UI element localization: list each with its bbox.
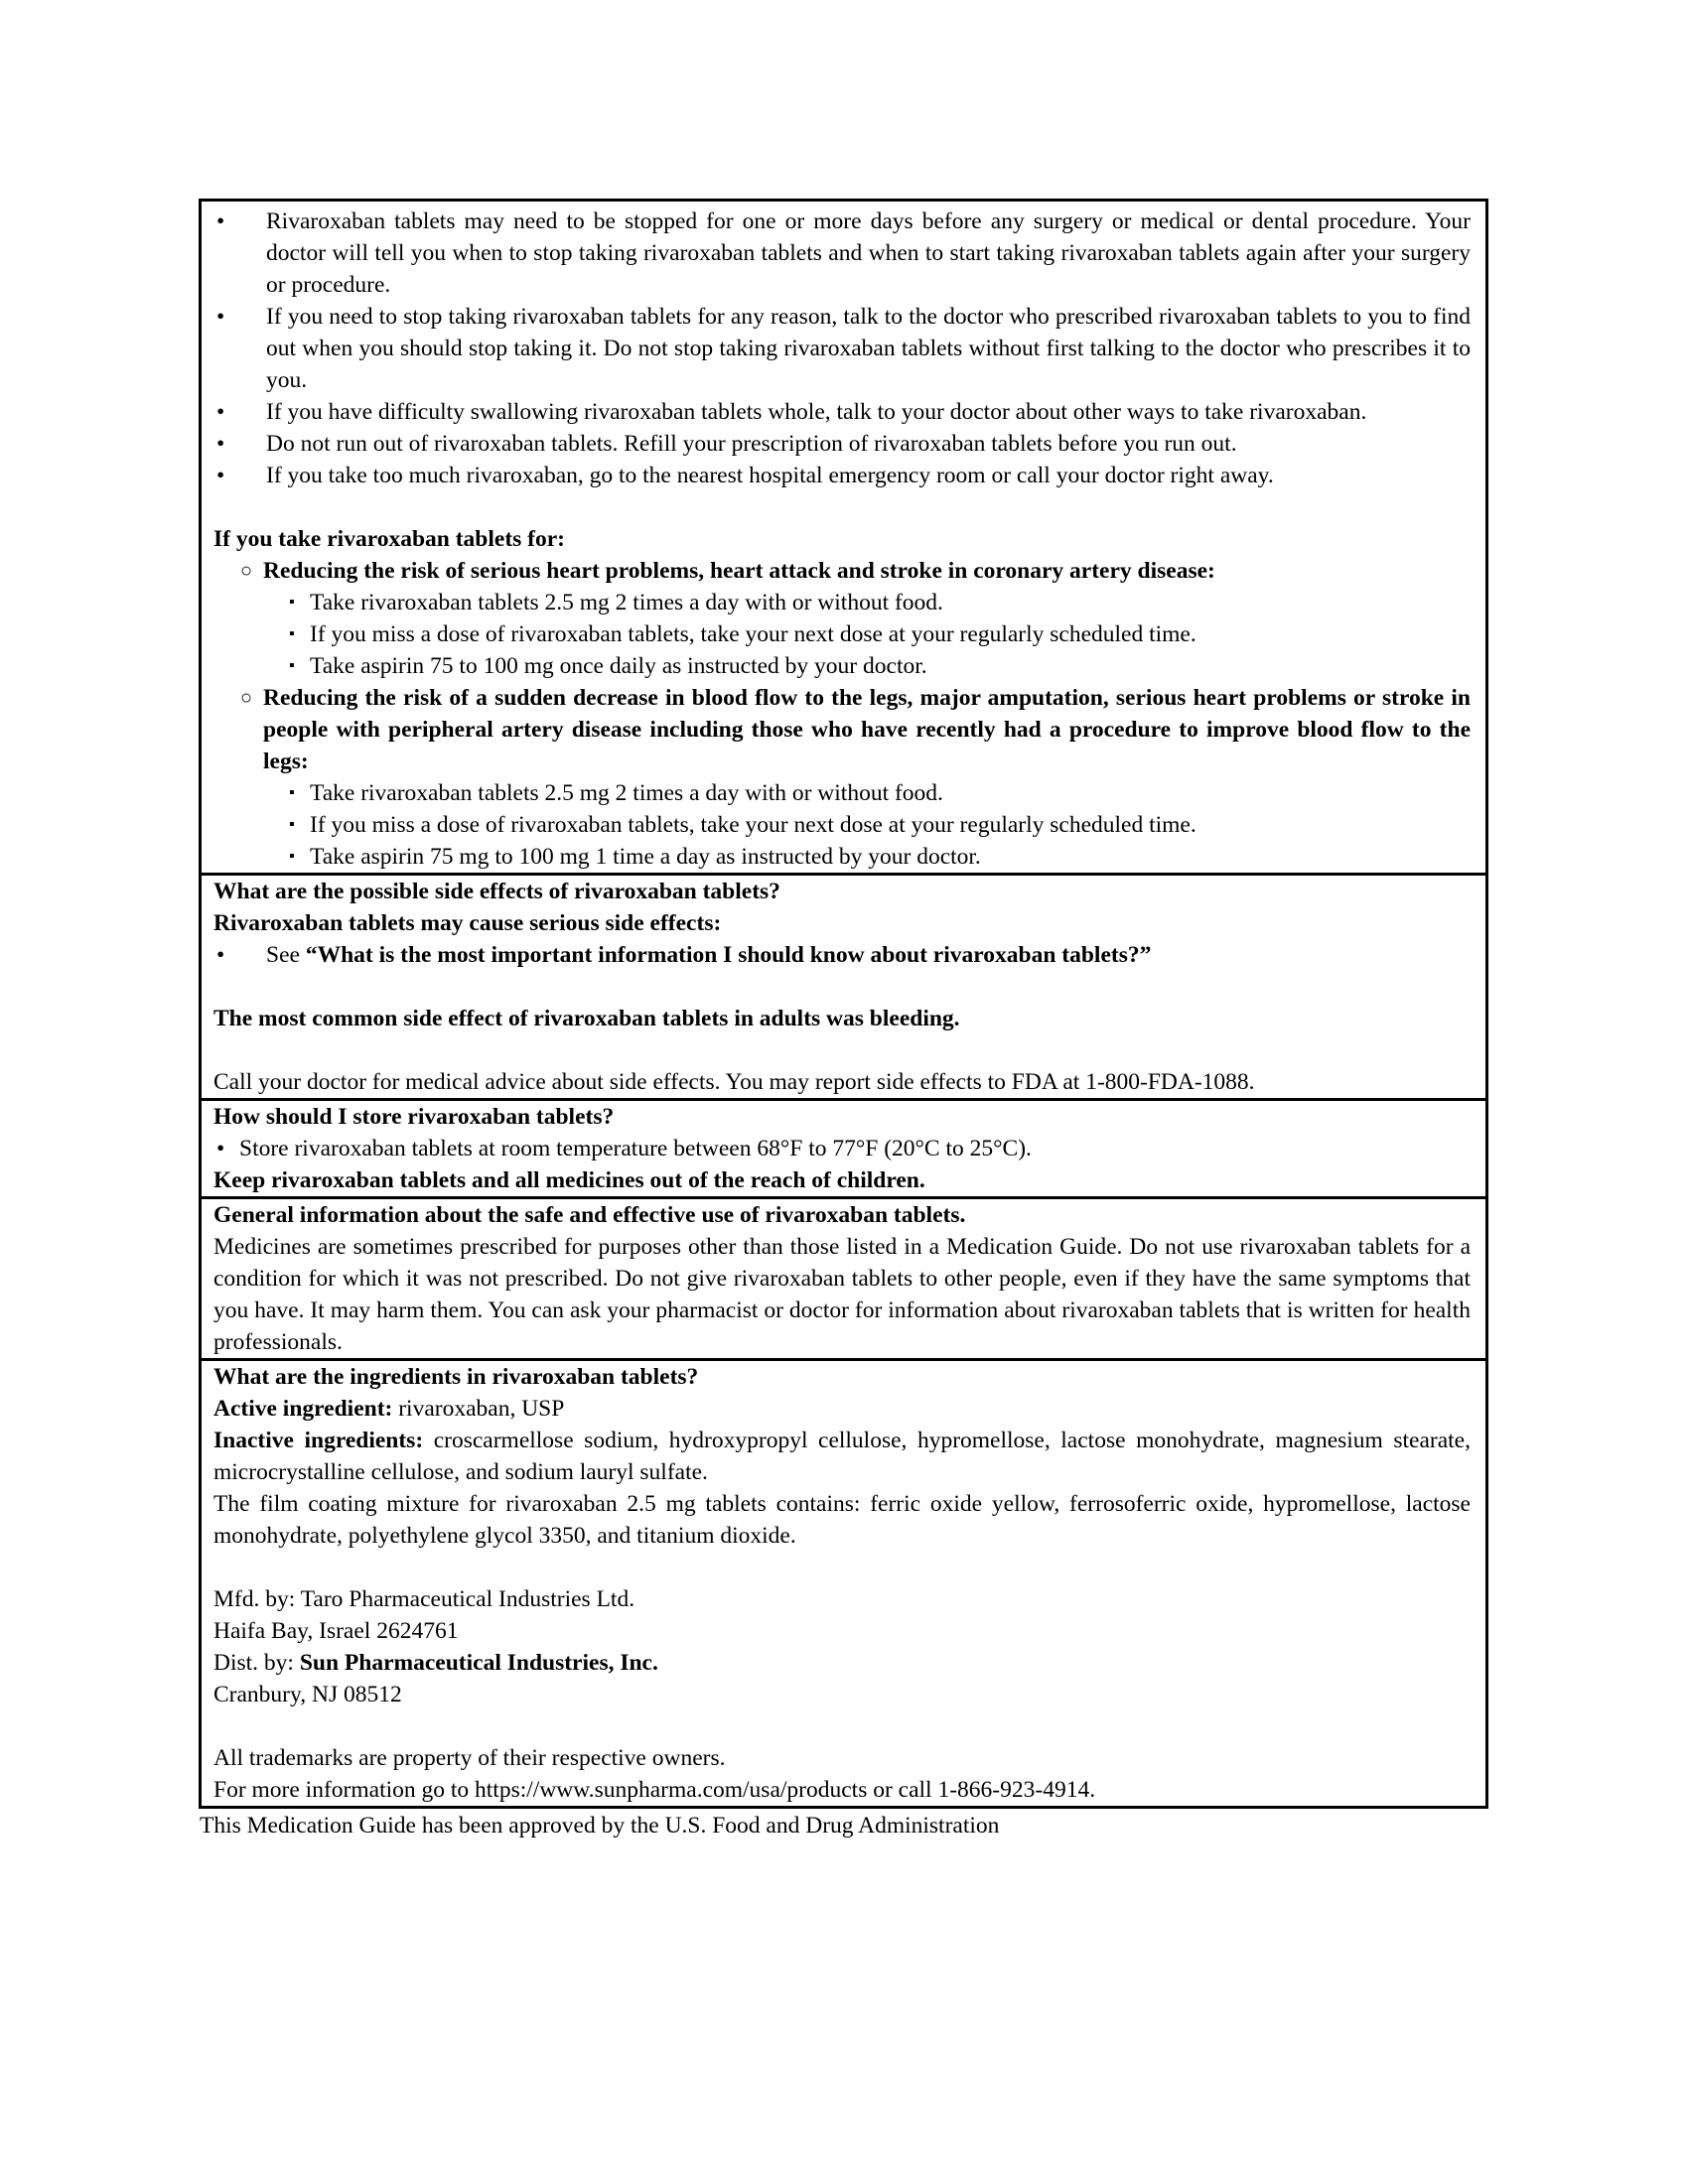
list-item: ▪ Take aspirin 75 to 100 mg once daily as instructed by your doctor. [213, 650, 1471, 682]
active-ingredient: Active ingredient: rivaroxaban, USP [213, 1396, 565, 1422]
general-heading: General information about the safe and effective use of rivaroxaban tablets. [213, 1202, 966, 1228]
list-item: • If you have difficulty swallowing rivaroxaban tablets whole, talk to your doctor about other ways to take rivaroxaban. [213, 396, 1471, 428]
keep-away-notice: Keep rivaroxaban tablets and all medicines out of the reach of children. [213, 1167, 925, 1193]
list-item: • Do not run out of rivaroxaban tablets. Refill your prescription of rivaroxaban tablets before you run out. [213, 428, 1471, 460]
section-storage [202, 1098, 1485, 1196]
circle-bullet-icon: ○ [240, 687, 253, 709]
list-item: ▪ Take rivaroxaban tablets 2.5 mg 2 times a day with or without food. [213, 777, 1471, 809]
list-item: ▪ If you miss a dose of rivaroxaban tablets, take your next dose at your regularly scheduled time. [213, 618, 1471, 650]
square-bullet-icon: ▪ [289, 657, 295, 674]
cad-dosing-list [213, 587, 1471, 682]
distributor: Dist. by: Sun Pharmaceutical Industries, Inc. [213, 1650, 658, 1676]
list-item: • If you need to stop taking rivaroxaban tablets for any reason, talk to the doctor who prescribed rivaroxaban tablets to you to find out when you should stop taking it. Do not stop taking rivaroxaban tablets without first talking to the doctor who prescribes it to you. [213, 301, 1471, 396]
spacer [213, 971, 1471, 1003]
trademarks-notice: All trademarks are property of their respective owners. [213, 1745, 726, 1771]
list-item: • Store rivaroxaban tablets at room temperature between 68°F to 77°F (20°C to 25°C). [213, 1133, 1471, 1164]
bullet-icon: • [216, 942, 225, 968]
bullet-icon: • [216, 304, 225, 330]
circle-bullet-icon: ○ [240, 560, 253, 582]
bullet-icon: • [216, 463, 225, 488]
general-body: Medicines are sometimes prescribed for purposes other than those listed in a Medication Guide. Do not use rivaroxaban tablets for a condition for which it was not prescribed. Do not give rivaroxaban tablets to other people, even if they have the same symptoms that you have. It may harm them. You can ask your pharmacist or doctor for information about rivaroxaban tablets that is written for health professionals. [213, 1234, 1471, 1355]
side-effects-subheading: Rivaroxaban tablets may cause serious side effects: [213, 910, 722, 936]
more-info: For more information go to https://www.sunpharma.com/usa/products or call 1-866-923-4914. [213, 1777, 1096, 1803]
list-item: • See “What is the most important information I should know about rivaroxaban tablets?” [213, 939, 1471, 971]
list-item: ▪ Take rivaroxaban tablets 2.5 mg 2 times a day with or without food. [213, 587, 1471, 618]
bullet-icon: • [216, 1136, 225, 1161]
square-bullet-icon: ▪ [289, 784, 295, 801]
list-item: • Rivaroxaban tablets may need to be stopped for one or more days before any surgery or medical or dental procedure. Your doctor will tell you when to stop taking rivaroxaban tablets and when to start taking rivaroxaban tablets again after your surgery or procedure. [213, 205, 1471, 301]
cross-reference: “What is the most important information I should know about rivaroxaban tablets?” [305, 942, 1152, 968]
dosing-bullet-list [213, 205, 1471, 491]
bullet-icon: • [216, 208, 225, 234]
storage-heading: How should I store rivaroxaban tablets? [213, 1104, 615, 1130]
inactive-ingredients: Inactive ingredients: croscarmellose sodium, hydroxypropyl cellulose, hypromellose, lactose monohydrate, magnesium stearate, microcrystalline cellulose, and sodium lauryl sulfate. [213, 1428, 1471, 1485]
common-side-effect: The most common side effect of rivaroxaban tablets in adults was bleeding. [213, 1006, 960, 1031]
use-item-pad: ○ Reducing the risk of a sudden decrease in blood flow to the legs, major amputation, serious heart problems or stroke in people with peripheral artery disease including those who have recently had a procedure to improve blood flow to the legs: [213, 682, 1471, 777]
manufacturer-address: Haifa Bay, Israel 2624761 [213, 1618, 459, 1644]
section-general-info [202, 1196, 1485, 1358]
section-side-effects [202, 873, 1485, 1098]
square-bullet-icon: ▪ [289, 625, 295, 642]
uses-heading: If you take rivaroxaban tablets for: [213, 526, 566, 552]
square-bullet-icon: ▪ [289, 594, 295, 611]
square-bullet-icon: ▪ [289, 848, 295, 865]
use-item-cad: ○ Reducing the risk of serious heart problems, heart attack and stroke in coronary artery disease: [213, 555, 1471, 587]
section-ingredients [202, 1358, 1485, 1806]
list-item: ▪ If you miss a dose of rivaroxaban tablets, take your next dose at your regularly scheduled time. [213, 809, 1471, 841]
report-side-effects: Call your doctor for medical advice about side effects. You may report side effects to FDA at 1-800-FDA-1088. [213, 1069, 1255, 1095]
square-bullet-icon: ▪ [289, 816, 295, 833]
spacer [213, 491, 1471, 523]
section-dosing [202, 202, 1485, 873]
list-item: ▪ Take aspirin 75 mg to 100 mg 1 time a day as instructed by your doctor. [213, 841, 1471, 873]
ingredients-heading: What are the ingredients in rivaroxaban tablets? [213, 1364, 699, 1390]
distributor-address: Cranbury, NJ 08512 [213, 1682, 402, 1707]
bullet-icon: • [216, 399, 225, 425]
bullet-icon: • [216, 431, 225, 457]
spacer [213, 1552, 1471, 1583]
film-coating: The film coating mixture for rivaroxaban 2.5 mg tablets contains: ferric oxide yellow, ferrosoferric oxide, hypromellose, lactose monohydrate, polyethylene glycol 3350, and titanium dioxide. [213, 1491, 1471, 1549]
list-item: • If you take too much rivaroxaban, go to the nearest hospital emergency room or call your doctor right away. [213, 460, 1471, 491]
manufacturer: Mfd. by: Taro Pharmaceutical Industries Ltd. [213, 1586, 635, 1612]
spacer [213, 1034, 1471, 1066]
side-effects-heading: What are the possible side effects of rivaroxaban tablets? [213, 879, 780, 904]
approval-footer: This Medication Guide has been approved by the U.S. Food and Drug Administration [200, 1813, 1000, 1839]
pad-dosing-list [213, 777, 1471, 873]
spacer [213, 1710, 1471, 1742]
medication-guide-table [199, 199, 1488, 1809]
